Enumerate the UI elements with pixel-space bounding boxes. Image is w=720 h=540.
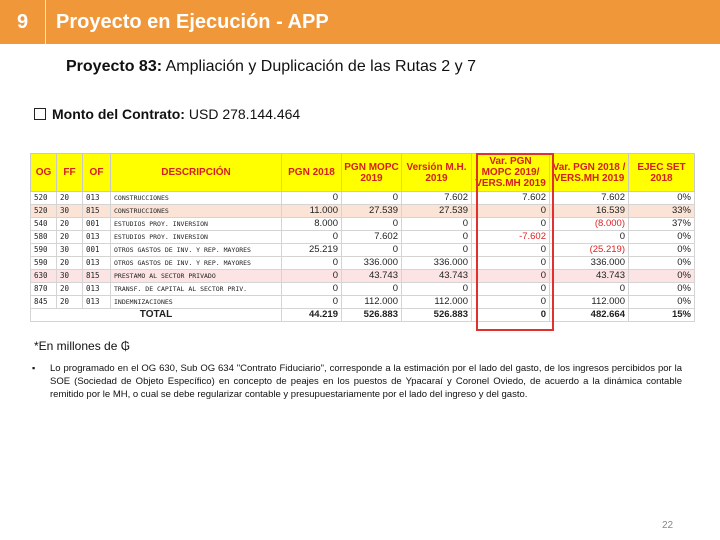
cell-of: 815 <box>83 270 111 283</box>
cell-of: 013 <box>83 283 111 296</box>
cell-og: 540 <box>31 218 57 231</box>
cell-og: 630 <box>31 270 57 283</box>
table-row <box>31 192 695 205</box>
cell-var-mopc-mh: 0 <box>472 218 550 231</box>
contract-amount <box>34 106 300 122</box>
contract-label: Monto del Contrato: <box>52 106 185 122</box>
cell-ejec-set-2018: 33% <box>629 205 695 218</box>
slide-section-number: 9 <box>0 0 46 44</box>
cell-ejec-set-2018: 0% <box>629 244 695 257</box>
cell-ejec-set-2018: 0% <box>629 283 695 296</box>
col-header-pgn-2018: PGN 2018 <box>282 154 342 192</box>
cell-var-mopc-mh: 0 <box>472 244 550 257</box>
cell-of: 013 <box>83 296 111 309</box>
project-subtitle <box>66 58 476 76</box>
cell-var-2018-mh: 43.743 <box>550 270 629 283</box>
cell-pgn-2018: 0 <box>282 296 342 309</box>
cell-pgn-mopc-2019: 336.000 <box>342 257 402 270</box>
cell-og: 845 <box>31 296 57 309</box>
total-pgn-mopc-2019: 526.883 <box>342 309 402 322</box>
cell-pgn-mopc-2019: 0 <box>342 218 402 231</box>
table-row <box>31 283 695 296</box>
cell-version-mh-2019: 0 <box>402 218 472 231</box>
table-row <box>31 257 695 270</box>
total-ejec-set-2018: 15% <box>629 309 695 322</box>
cell-descripcion: PRESTAMO AL SECTOR PRIVADO <box>111 270 282 283</box>
cell-og: 590 <box>31 244 57 257</box>
cell-og: 870 <box>31 283 57 296</box>
cell-descripcion: INDEMNIZACIONES <box>111 296 282 309</box>
cell-version-mh-2019: 0 <box>402 244 472 257</box>
col-header-var-mopc-mh: Var. PGN MOPC 2019/ VERS.MH 2019 <box>472 154 550 192</box>
cell-var-2018-mh: 0 <box>550 231 629 244</box>
cell-pgn-2018: 0 <box>282 231 342 244</box>
budget-table <box>30 153 695 322</box>
cell-var-mopc-mh: 0 <box>472 205 550 218</box>
cell-og: 520 <box>31 205 57 218</box>
cell-ejec-set-2018: 0% <box>629 270 695 283</box>
cell-pgn-mopc-2019: 7.602 <box>342 231 402 244</box>
cell-ff: 20 <box>57 296 83 309</box>
cell-pgn-2018: 0 <box>282 283 342 296</box>
cell-var-mopc-mh: 0 <box>472 270 550 283</box>
contract-value: USD 278.144.464 <box>188 106 301 122</box>
cell-var-2018-mh: 112.000 <box>550 296 629 309</box>
cell-ff: 20 <box>57 218 83 231</box>
cell-version-mh-2019: 0 <box>402 231 472 244</box>
total-pgn-2018: 44.219 <box>282 309 342 322</box>
note-text: Lo programado en el OG 630, Sub OG 634 "Contrato Fiduciario", corresponde a la estimación por el lado del gasto, de los ingresos percibidos por la SOE (Sociedad de Objeto Específico) en concepto de peajes en los puestos de Ypacaraí y Coronel Oviedo, de acuerdo a la dinámica contable remitido por le MH, o cual se debe regularizar contable y presupuestariamente por el lado del ingreso y del gasto. <box>50 363 682 400</box>
cell-of: 013 <box>83 231 111 244</box>
cell-og: 520 <box>31 192 57 205</box>
slide-title: Proyecto en Ejecución - APP <box>56 11 329 33</box>
col-header-of: OF <box>83 154 111 192</box>
checkbox-bullet-icon <box>34 108 46 120</box>
col-header-var-2018-mh: Var. PGN 2018 / VERS.MH 2019 <box>550 154 629 192</box>
table-row <box>31 244 695 257</box>
cell-version-mh-2019: 27.539 <box>402 205 472 218</box>
project-label: Proyecto 83: <box>66 58 163 75</box>
cell-pgn-2018: 11.000 <box>282 205 342 218</box>
cell-version-mh-2019: 7.602 <box>402 192 472 205</box>
total-var-mopc-mh: 0 <box>472 309 550 322</box>
page-number: 22 <box>662 520 674 531</box>
cell-var-2018-mh: 336.000 <box>550 257 629 270</box>
cell-ff: 20 <box>57 231 83 244</box>
cell-var-2018-mh: 16.539 <box>550 205 629 218</box>
total-label: TOTAL <box>31 309 282 322</box>
cell-descripcion: TRANSF. DE CAPITAL AL SECTOR PRIV. <box>111 283 282 296</box>
table-row <box>31 270 695 283</box>
cell-of: 013 <box>83 257 111 270</box>
cell-var-mopc-mh: 0 <box>472 283 550 296</box>
table-total-row <box>31 309 695 322</box>
cell-og: 580 <box>31 231 57 244</box>
cell-pgn-mopc-2019: 0 <box>342 283 402 296</box>
cell-descripcion: OTROS GASTOS DE INV. Y REP. MAYORES <box>111 257 282 270</box>
table-row <box>31 205 695 218</box>
cell-ff: 20 <box>57 192 83 205</box>
cell-pgn-2018: 0 <box>282 192 342 205</box>
cell-var-mopc-mh: -7.602 <box>472 231 550 244</box>
cell-var-2018-mh: 7.602 <box>550 192 629 205</box>
table-header-row <box>31 154 695 192</box>
table-row <box>31 296 695 309</box>
cell-version-mh-2019: 43.743 <box>402 270 472 283</box>
col-header-og: OG <box>31 154 57 192</box>
header-bar <box>0 0 720 44</box>
cell-ff: 20 <box>57 283 83 296</box>
cell-version-mh-2019: 112.000 <box>402 296 472 309</box>
cell-descripcion: ESTUDIOS PROY. INVERSION <box>111 218 282 231</box>
table-row <box>31 218 695 231</box>
cell-var-2018-mh: 0 <box>550 283 629 296</box>
cell-pgn-2018: 0 <box>282 270 342 283</box>
total-version-mh-2019: 526.883 <box>402 309 472 322</box>
cell-version-mh-2019: 336.000 <box>402 257 472 270</box>
cell-of: 815 <box>83 205 111 218</box>
cell-var-2018-mh: (8.000) <box>550 218 629 231</box>
cell-of: 001 <box>83 244 111 257</box>
cell-descripcion: ESTUDIOS PROY. INVERSION <box>111 231 282 244</box>
col-header-pgn-mopc-2019: PGN MOPC 2019 <box>342 154 402 192</box>
cell-var-2018-mh: (25.219) <box>550 244 629 257</box>
cell-pgn-mopc-2019: 0 <box>342 192 402 205</box>
currency-footnote: *En millones de ₲ <box>34 339 131 353</box>
cell-descripcion: CONSTRUCCIONES <box>111 205 282 218</box>
cell-ejec-set-2018: 0% <box>629 192 695 205</box>
col-header-version-mh-2019: Versión M.H. 2019 <box>402 154 472 192</box>
cell-pgn-2018: 8.000 <box>282 218 342 231</box>
cell-ff: 30 <box>57 205 83 218</box>
cell-var-mopc-mh: 0 <box>472 257 550 270</box>
cell-ff: 30 <box>57 270 83 283</box>
cell-var-mopc-mh: 0 <box>472 296 550 309</box>
cell-pgn-mopc-2019: 112.000 <box>342 296 402 309</box>
cell-ff: 20 <box>57 257 83 270</box>
cell-of: 013 <box>83 192 111 205</box>
table-row <box>31 231 695 244</box>
cell-og: 590 <box>31 257 57 270</box>
cell-of: 001 <box>83 218 111 231</box>
col-header-descripcion: DESCRIPCIÓN <box>111 154 282 192</box>
cell-ejec-set-2018: 37% <box>629 218 695 231</box>
note-bullet: ▪ <box>32 363 36 373</box>
cell-pgn-2018: 25.219 <box>282 244 342 257</box>
cell-ejec-set-2018: 0% <box>629 257 695 270</box>
cell-descripcion: OTROS GASTOS DE INV. Y REP. MAYORES <box>111 244 282 257</box>
cell-pgn-mopc-2019: 43.743 <box>342 270 402 283</box>
cell-ejec-set-2018: 0% <box>629 296 695 309</box>
total-var-2018-mh: 482.664 <box>550 309 629 322</box>
explanatory-note <box>32 362 682 401</box>
col-header-ejec-set-2018: EJEC SET 2018 <box>629 154 695 192</box>
cell-pgn-mopc-2019: 27.539 <box>342 205 402 218</box>
cell-descripcion: CONSTRUCCIONES <box>111 192 282 205</box>
cell-ff: 30 <box>57 244 83 257</box>
cell-version-mh-2019: 0 <box>402 283 472 296</box>
cell-pgn-2018: 0 <box>282 257 342 270</box>
project-name: Ampliación y Duplicación de las Rutas 2 y 7 <box>165 58 476 75</box>
col-header-ff: FF <box>57 154 83 192</box>
cell-var-mopc-mh: 7.602 <box>472 192 550 205</box>
cell-pgn-mopc-2019: 0 <box>342 244 402 257</box>
cell-ejec-set-2018: 0% <box>629 231 695 244</box>
